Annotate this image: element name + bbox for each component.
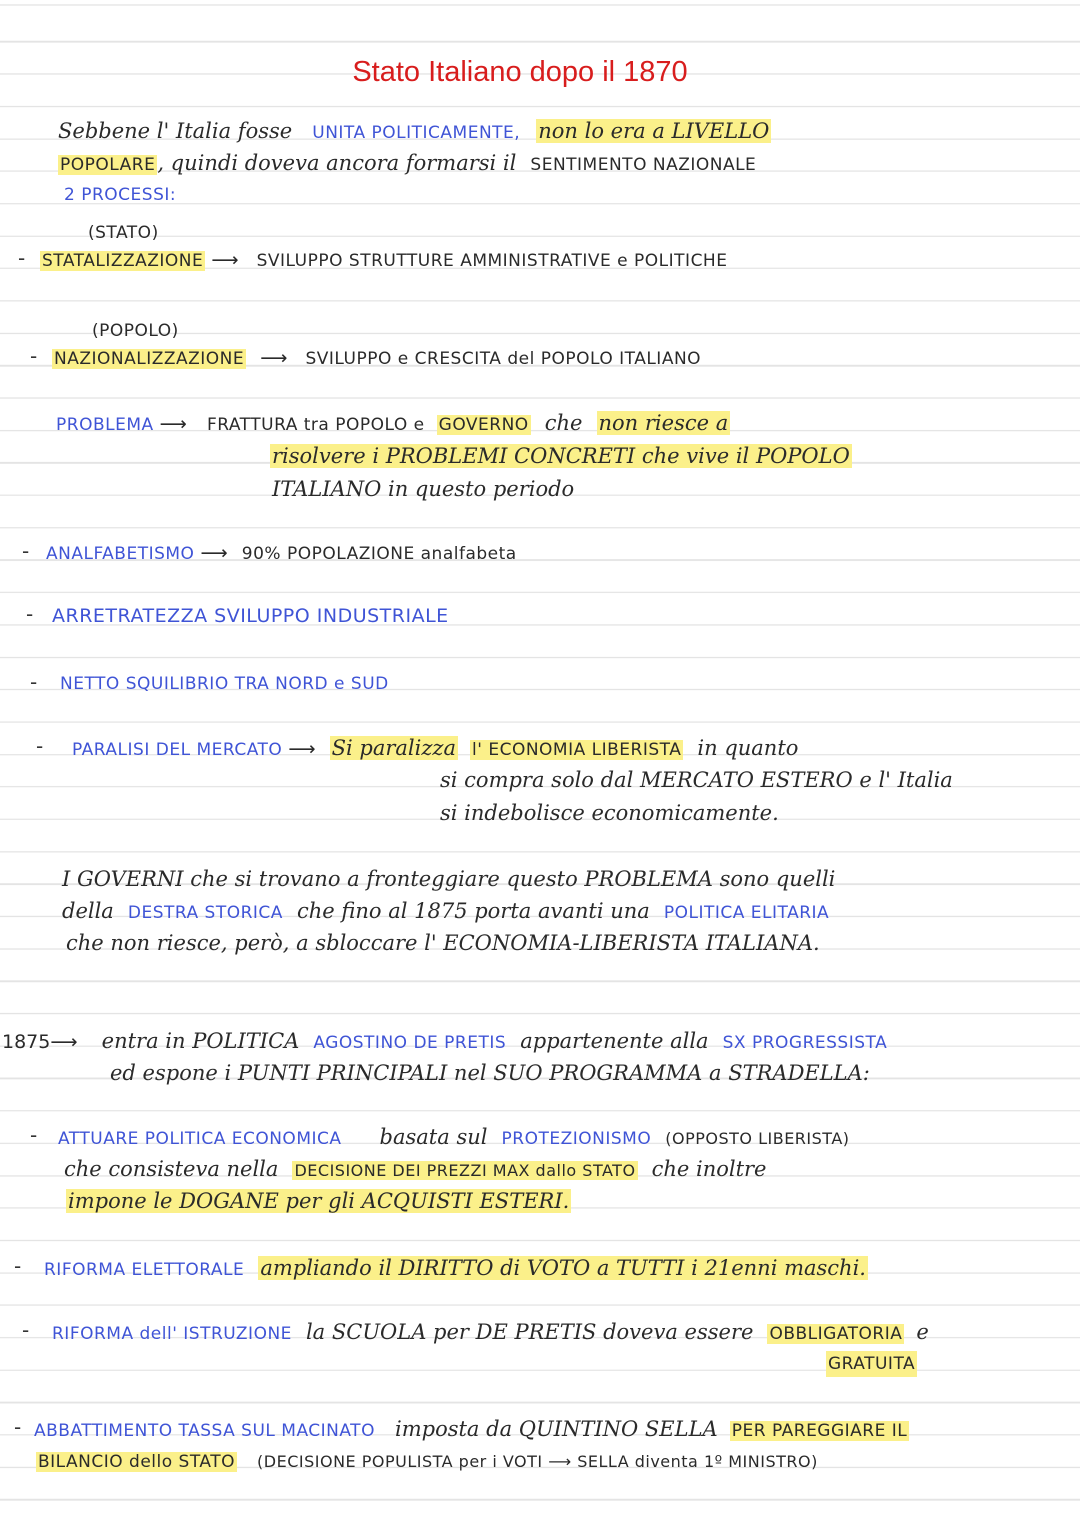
page-title: Stato Italiano dopo il 1870: [352, 56, 688, 88]
process-nazionalizzazione: [52, 345, 701, 372]
program-text: che inoltre: [651, 1157, 767, 1181]
governi-line-3: che non riesce, però, a sbloccare l' ECONOMIA-LIBERISTA ITALIANA.: [66, 931, 820, 955]
issue-paralisi: [72, 735, 798, 763]
problema-text: FRATTURA tra POPOLO e: [206, 415, 425, 435]
problema-text: che: [544, 411, 583, 435]
bullet-dash: -: [18, 246, 26, 270]
program-text: (DECISIONE POPULISTA per i VOTI ⟶ SELLA diventa 1º MINISTRO): [257, 1452, 818, 1471]
bullet-dash: -: [22, 539, 30, 563]
intro-line-1: [58, 118, 771, 146]
program-text: la SCUOLA per DE PRETIS doveva essere: [305, 1320, 754, 1344]
program-keyword: ABBATTIMENTO TASSA SUL MACINATO: [34, 1421, 375, 1441]
process-statalizzazione: [40, 247, 727, 274]
program-text: (OPPOSTO LIBERISTA): [665, 1129, 850, 1148]
depretis-year: 1875: [2, 1031, 51, 1053]
depretis-text: appartenente alla: [520, 1029, 709, 1053]
bullet-dash: -: [14, 1415, 22, 1439]
process-name: STATALIZZAZIONE: [42, 251, 204, 271]
depretis-text: entra in POLITICA: [101, 1029, 300, 1053]
intro-keyword: SENTIMENTO NAZIONALE: [530, 155, 757, 175]
intro-text: Sebbene l' Italia fosse: [58, 119, 293, 143]
governi-text: della: [62, 899, 114, 923]
process-desc: SVILUPPO e CRESCITA del POPOLO ITALIANO: [305, 349, 702, 369]
bullet-dash: -: [26, 602, 34, 626]
intro-text: , quindi doveva ancora formarsi il: [157, 151, 517, 175]
program-highlight: ampliando il DIRITTO di VOTO a TUTTI i 21enni maschi.: [260, 1256, 866, 1280]
program-point-4: [34, 1416, 909, 1444]
intro-line-2: [58, 150, 756, 178]
intro-keyword: UNITA POLITICAMENTE,: [312, 123, 521, 143]
depretis-line-2: ed espone i PUNTI PRINCIPALI nel SUO PROGRAMMA a STRADELLA:: [110, 1061, 870, 1085]
process-desc: SVILUPPO STRUTTURE AMMINISTRATIVE e POLITICHE: [256, 251, 728, 271]
bullet-dash: -: [30, 670, 38, 694]
process-note-stato: (STATO): [88, 223, 159, 243]
issue-paralisi-line-2: si compra solo dal MERCATO ESTERO e l' Italia: [440, 768, 953, 792]
intro-highlight-popolare: POPOLARE: [60, 155, 156, 175]
bullet-dash: -: [30, 344, 38, 368]
program-highlight: OBBLIGATORIA: [769, 1324, 903, 1344]
issue-desc: 90% POPOLAZIONE analfabeta: [241, 544, 517, 564]
program-highlight: DECISIONE DEI PREZZI MAX dallo STATO: [294, 1161, 636, 1180]
program-highlight: PER PAREGGIARE IL: [731, 1421, 908, 1441]
program-keyword: RIFORMA ELETTORALE: [44, 1260, 245, 1280]
program-point-1-line-3: [66, 1188, 571, 1215]
issue-highlight: Si paralizza: [331, 736, 456, 760]
program-text: che consisteva nella: [64, 1157, 279, 1181]
intro-highlight: non lo era a LIVELLO: [538, 119, 770, 143]
issue-analfabetismo: [46, 540, 517, 567]
issue-label: ANALFABETISMO: [46, 544, 195, 564]
depretis-keyword: AGOSTINO DE PRETIS: [313, 1033, 507, 1053]
program-text: e: [916, 1320, 929, 1344]
program-text: imposta da QUINTINO SELLA: [395, 1417, 718, 1441]
depretis-keyword: SX PROGRESSISTA: [722, 1033, 888, 1053]
program-text: basata sul: [379, 1125, 488, 1149]
problema-highlight: non riesce a: [598, 411, 729, 435]
program-highlight: impone le DOGANE per gli ACQUISTI ESTERI.: [68, 1189, 570, 1213]
problema-highlight: GOVERNO: [438, 415, 529, 435]
governi-text: che fino al 1875 porta avanti una: [296, 899, 650, 923]
issue-label: PARALISI DEL MERCATO: [72, 740, 283, 760]
issue-highlight: l' ECONOMIA LIBERISTA: [472, 740, 682, 760]
arrow-icon: ⟶: [50, 1031, 78, 1053]
program-highlight: BILANCIO dello STATO: [38, 1452, 235, 1472]
process-name: NAZIONALIZZAZIONE: [54, 349, 245, 369]
program-point-3-gratuita: GRATUITA: [826, 1351, 917, 1377]
governi-line-2: [62, 898, 829, 926]
problema-line-1: [56, 410, 730, 438]
program-point-1: [58, 1124, 850, 1152]
problema-text: ITALIANO in questo periodo: [272, 477, 575, 501]
bullet-dash: -: [14, 1254, 22, 1278]
process-note-popolo: (POPOLO): [92, 321, 179, 341]
issue-squilibrio: NETTO SQUILIBRIO TRA NORD e SUD: [60, 674, 389, 694]
arrow-icon: ⟶: [288, 738, 316, 760]
governi-keyword: DESTRA STORICA: [127, 903, 283, 923]
issue-arretratezza: ARRETRATEZZA SVILUPPO INDUSTRIALE: [52, 605, 449, 627]
depretis-line-1: [2, 1028, 887, 1056]
governi-keyword: POLITICA ELITARIA: [663, 903, 830, 923]
arrow-icon: ⟶: [159, 413, 187, 435]
issue-desc: in quanto: [697, 736, 799, 760]
program-point-1-line-2: [64, 1156, 767, 1184]
problema-highlight: risolvere i PROBLEMI CONCRETI che vive il POPOLO: [272, 444, 850, 468]
issue-paralisi-line-3: si indebolisce economicamente.: [440, 801, 779, 825]
program-point-4-line-2: [36, 1448, 818, 1475]
problema-line-3: [272, 476, 574, 503]
program-point-2: [44, 1255, 868, 1283]
governi-line-1: I GOVERNI che si trovano a fronteggiare questo PROBLEMA sono quelli: [62, 867, 836, 891]
arrow-icon: ⟶: [260, 347, 288, 369]
bullet-dash: -: [36, 734, 44, 758]
program-keyword: ATTUARE POLITICA ECONOMICA: [58, 1129, 342, 1149]
program-keyword: RIFORMA dell' ISTRUZIONE: [52, 1324, 292, 1344]
program-point-3: [52, 1319, 929, 1347]
processes-count: 2 PROCESSI:: [64, 185, 177, 205]
problema-line-2: [270, 443, 852, 470]
arrow-icon: ⟶: [200, 542, 228, 564]
bullet-dash: -: [22, 1318, 30, 1342]
program-keyword: PROTEZIONISMO: [501, 1129, 652, 1149]
arrow-icon: ⟶: [211, 249, 239, 271]
bullet-dash: -: [30, 1123, 38, 1147]
problema-label: PROBLEMA: [56, 415, 154, 435]
